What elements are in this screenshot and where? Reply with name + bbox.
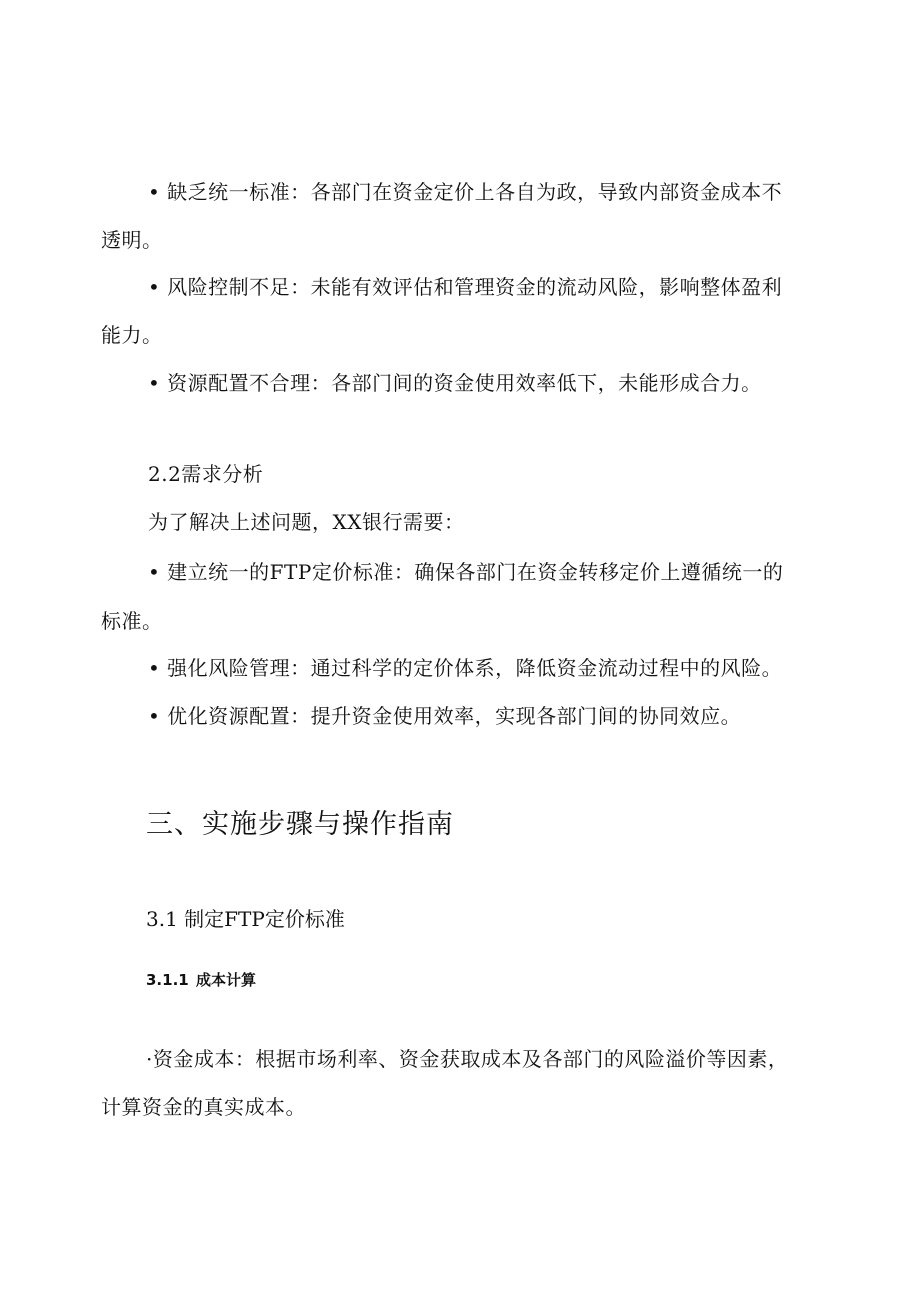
problem-item-2-line2: 能力。 [101, 323, 163, 347]
cost-item-1-line1: ·资金成本：根据市场利率、资金获取成本及各部门的风险溢价等因素， [146, 1047, 789, 1071]
problem-item-1-line2: 透明。 [101, 228, 163, 252]
needs-intro: 为了解决上述问题，XX银行需要： [148, 510, 465, 534]
subsubsection-number: 3.1.1 [146, 971, 189, 989]
problem-item-2-line1: • 风险控制不足：未能有效评估和管理资金的流动风险，影响整体盈利 [148, 275, 783, 299]
subsection-title-3-1: 3.1 制定FTP定价标准 [146, 907, 345, 931]
problem-item-1-line1: • 缺乏统一标准：各部门在资金定价上各自为政，导致内部资金成本不 [148, 180, 783, 204]
need-item-2: • 强化风险管理：通过科学的定价体系，降低资金流动过程中的风险。 [148, 656, 783, 680]
cost-item-1-line2: 计算资金的真实成本。 [101, 1095, 306, 1119]
need-item-3: • 优化资源配置：提升资金使用效率，实现各部门间的协同效应。 [148, 704, 742, 728]
section-3-title: 三、实施步骤与操作指南 [146, 809, 454, 840]
subsubsection-title: 成本计算 [196, 971, 257, 989]
need-item-1-line2: 标准。 [101, 609, 163, 633]
need-item-1-line1: • 建立统一的FTP定价标准：确保各部门在资金转移定价上遵循统一的 [148, 560, 784, 584]
problem-item-3: • 资源配置不合理：各部门间的资金使用效率低下，未能形成合力。 [148, 371, 762, 395]
subsection-title-2-2: 2.2需求分析 [148, 462, 264, 486]
